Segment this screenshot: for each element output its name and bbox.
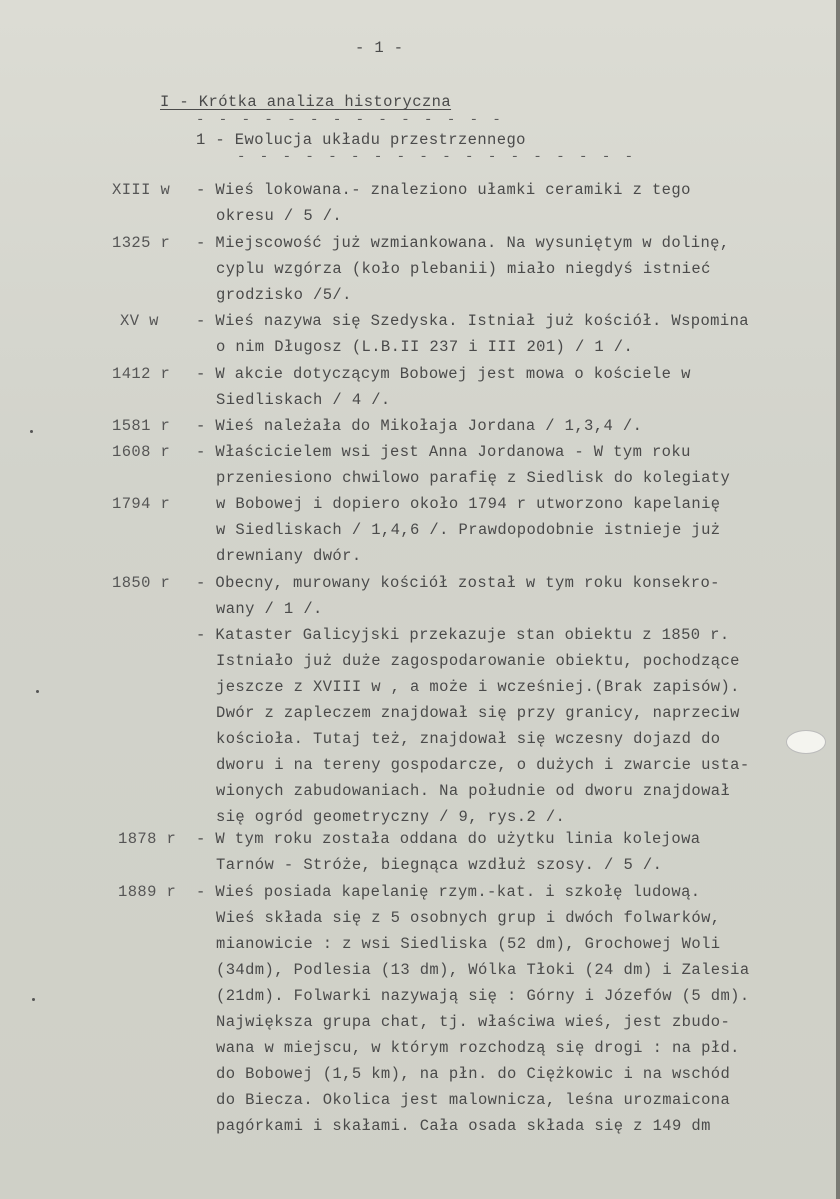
entry-text-line: Wieś składa się z 5 osobnych grup i dwóch folwarków, [216, 909, 721, 927]
entry-date: XV w [120, 312, 159, 330]
subheading-underline: - - - - - - - - - - - - - - - - - - [237, 149, 637, 165]
entry-text-line: drewniany dwór. [216, 547, 362, 565]
entry-text-line: Siedliskach / 4 /. [216, 391, 391, 409]
entry-text-line: - Wieś należała do Mikołaja Jordana / 1,3,4 /. [196, 417, 643, 435]
entry-text-line: - Wieś nazywa się Szedyska. Istniał już kościół. Wspomina [196, 312, 749, 330]
entry-text-line: przeniesiono chwilowo parafię z Siedlisk do kolegiaty [216, 469, 731, 487]
entry-text-line: w Siedliskach / 1,4,6 /. Prawdopodobnie istnieje już [216, 521, 721, 539]
entry-text-line: do Biecza. Okolica jest malownicza, leśna urozmaicona [216, 1091, 731, 1109]
entry-text-line: mianowicie : z wsi Siedliska (52 dm), Grochowej Woli [216, 935, 721, 953]
entry-text-line: wany / 1 /. [216, 600, 323, 618]
entry-date: 1581 r [112, 417, 171, 435]
entry-text-line: - W tym roku została oddana do użytku linia kolejowa [196, 830, 701, 848]
entry-text-line: się ogród geometryczny / 9, rys.2 /. [216, 808, 566, 826]
entry-text-line: - Miejscowość już wzmiankowana. Na wysuniętym w dolinę, [196, 234, 730, 252]
margin-dot [32, 998, 35, 1001]
entry-text-line: o nim Długosz (L.B.II 237 i III 201) / 1 /. [216, 338, 634, 356]
entry-text-line: grodzisko /5/. [216, 286, 352, 304]
entry-text-line: Dwór z zapleczem znajdował się przy granicy, naprzeciw [216, 704, 740, 722]
main-heading-underline: - - - - - - - - - - - - - - [196, 112, 504, 128]
entry-date: 1608 r [112, 443, 171, 461]
entry-text-line: dworu i na tereny gospodarcze, o dużych i zwarcie usta- [216, 756, 750, 774]
main-heading: I - Krótka analiza historyczna [160, 93, 452, 111]
entry-date: XIII w [112, 181, 171, 199]
entry-text-line: Istniało już duże zagospodarowanie obiektu, pochodzące [216, 652, 740, 670]
page-number: - 1 - [355, 39, 404, 57]
margin-dot [30, 430, 33, 433]
entry-text-line: - W akcie dotyczącym Bobowej jest mowa o kościele w [196, 365, 691, 383]
entry-text-line: cyplu wzgórza (koło plebanii) miało niegdyś istnieć [216, 260, 711, 278]
subheading: 1 - Ewolucja układu przestrzennego [196, 131, 526, 149]
entry-text-line: (34dm), Podlesia (13 dm), Wólka Tłoki (24 dm) i Zalesia [216, 961, 750, 979]
entry-text-line: okresu / 5 /. [216, 207, 343, 225]
entry-text-line: - Wieś posiada kapelanię rzym.-kat. i szkołę ludową. [196, 883, 701, 901]
entry-text-line: kościoła. Tutaj też, znajdował się wczesny dojazd do [216, 730, 721, 748]
paper-hole [786, 730, 826, 754]
entry-text-line: Największa grupa chat, tj. właściwa wieś, jest zbudo- [216, 1013, 731, 1031]
entry-text-line: - Wieś lokowana.- znaleziono ułamki ceramiki z tego [196, 181, 691, 199]
entry-date: 1850 r [112, 574, 171, 592]
entry-date: 1325 r [112, 234, 171, 252]
entry-text-line: w Bobowej i dopiero około 1794 r utworzono kapelanię [216, 495, 721, 513]
entry-text-line: jeszcze z XVIII w , a może i wcześniej.(Brak zapisów). [216, 678, 740, 696]
entry-text-line: - Obecny, murowany kościół został w tym roku konsekro- [196, 574, 720, 592]
margin-dot [36, 690, 39, 693]
entry-text-line: do Bobowej (1,5 km), na płn. do Ciężkowic i na wschód [216, 1065, 731, 1083]
entry-text-line: - Właścicielem wsi jest Anna Jordanowa - W tym roku [196, 443, 691, 461]
entry-date: 1412 r [112, 365, 171, 383]
entry-date: 1889 r [118, 883, 177, 901]
entry-date: 1878 r [118, 830, 177, 848]
entry-text-line: pagórkami i skałami. Cała osada składa się z 149 dm [216, 1117, 711, 1135]
entry-text-line: wionych zabudowaniach. Na południe od dworu znajdował [216, 782, 731, 800]
entry-text-line: Tarnów - Stróże, biegnąca wzdłuż szosy. / 5 /. [216, 856, 663, 874]
entry-text-line: - Kataster Galicyjski przekazuje stan obiektu z 1850 r. [196, 626, 730, 644]
entry-date-secondary: 1794 r [112, 495, 171, 513]
entry-text-line: (21dm). Folwarki nazywają się : Górny i Józefów (5 dm). [216, 987, 750, 1005]
entry-text-line: wana w miejscu, w którym rozchodzą się drogi : na płd. [216, 1039, 740, 1057]
